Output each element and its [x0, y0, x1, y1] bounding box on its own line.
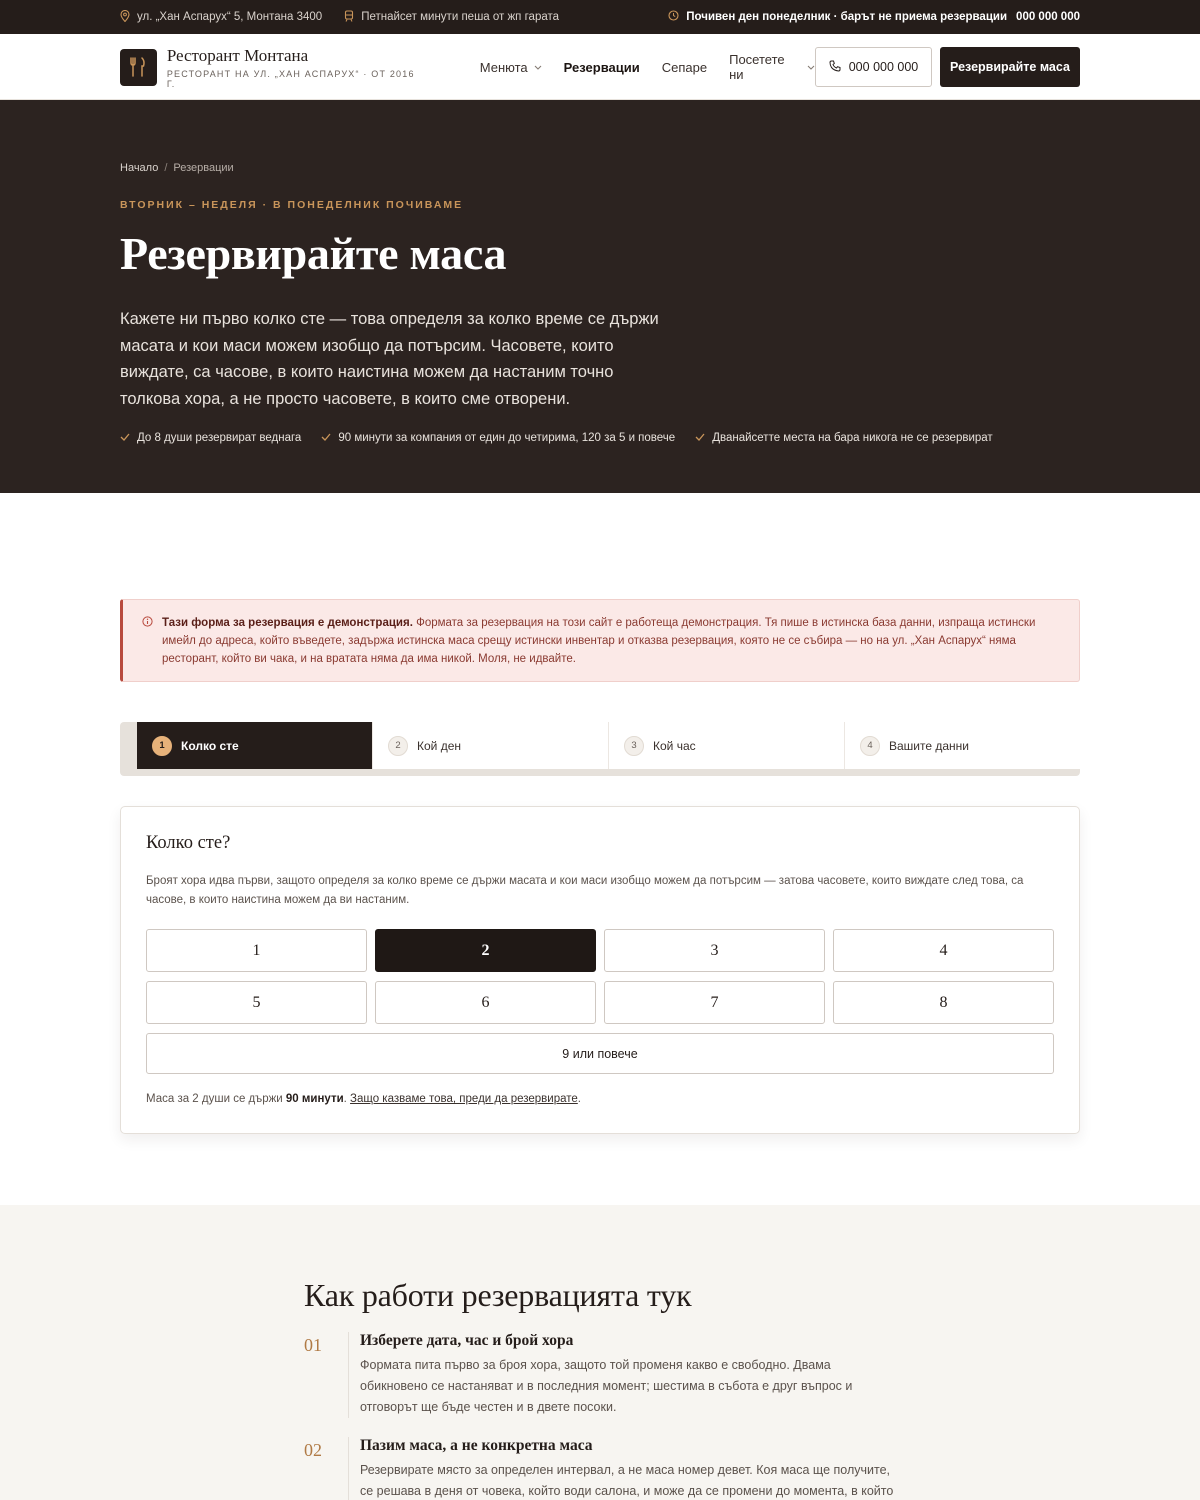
hero-eyebrow: ВТОРНИК – НЕДЕЛЯ · В ПОНЕДЕЛНИК ПОЧИВАМЕ [120, 199, 464, 211]
map-pin-icon [120, 10, 130, 25]
demo-notice-title: Тази форма за резервация е демонстрация. [162, 617, 413, 629]
note-end: . [577, 1093, 581, 1105]
party-size-option[interactable]: 3 [604, 929, 825, 972]
main-nav [480, 52, 815, 82]
reserve-table-button[interactable]: Резервирайте маса [940, 47, 1080, 87]
step-number: 3 [624, 736, 644, 756]
station-info [344, 10, 559, 25]
clock-icon [668, 10, 679, 24]
nav-reservations[interactable] [564, 52, 640, 82]
how-step [304, 1437, 898, 1500]
phone-icon [829, 60, 841, 75]
nav-separe-label: Сепаре [661, 59, 708, 75]
nav-visit[interactable] [729, 52, 815, 82]
note-dot: . [343, 1093, 351, 1105]
reservation-main [120, 599, 1080, 1134]
hold-time-note [146, 1093, 1054, 1105]
check-item [120, 432, 301, 444]
step-details[interactable] [845, 722, 1080, 769]
step-label: Кой час [653, 738, 696, 753]
party-size-option[interactable]: 5 [146, 981, 367, 1024]
phone-button-label: 000 000 000 [848, 60, 919, 74]
party-size-option[interactable]: 1 [146, 929, 367, 972]
party-size-options [146, 929, 1054, 1074]
party-size-option[interactable]: 4 [833, 929, 1054, 972]
site-header [0, 34, 1200, 100]
fork-knife-icon[interactable] [120, 49, 157, 86]
nav-reservations-label: Резервации [563, 59, 640, 75]
chevron-down-icon [534, 62, 542, 72]
brand-name: Ресторант Монтана [166, 45, 309, 65]
nav-separe[interactable] [662, 52, 707, 82]
party-size-title: Колко сте? [146, 833, 231, 853]
how-step-number: 01 [304, 1335, 322, 1355]
party-size-description: Броят хора идва първи, защото определя за колко време се държи масата и кои маси изобщо можем да потърсим — затова часовете, които виждате след това, са часове, в които наистина можем да ви настаним. [146, 875, 1024, 906]
nav-menus[interactable] [480, 52, 542, 82]
note-duration: 90 минути [285, 1093, 344, 1105]
why-link[interactable]: Защо казваме това, преди да резервирате [350, 1093, 578, 1105]
topbar-phone[interactable]: 000 000 000 [1016, 11, 1080, 23]
how-step [304, 1332, 898, 1418]
phone-button[interactable] [815, 47, 932, 87]
how-step-number: 02 [304, 1440, 322, 1460]
hero-lead: Кажете ни първо колко сте — това определя за колко време се държи масата и кои маси можем изобщо да потърсим. Часовете, които виждате, са часове, в които наистина можем да настаним точно толкова хора, а не просто часовете, в които сме отворени. [120, 310, 659, 408]
check-icon [321, 432, 331, 444]
brand-subtitle: РЕСТОРАНТ НА УЛ. „ХАН АСПАРУХ“ · ОТ 2016 Г. [166, 68, 415, 89]
hero-checks [120, 432, 1080, 444]
party-size-option[interactable]: 6 [375, 981, 596, 1024]
how-step-text: Формата пита първо за броя хора, защото той променя какво е свободно. Двама обикновено се настаняват и в последния момент; шестима в събота е друг въпрос и отговорът ще бъде честен и в двете посоки. [360, 1358, 853, 1414]
nav-visit-label: Посетете ни [729, 52, 785, 82]
step-number: 4 [860, 736, 880, 756]
demo-notice-text: Формата за резервация на този сайт е работеща демонстрация. Тя пише в истинска база данни, изпраща истински имейл до адреса, който въведете, задържа истинска маса срещу истински инвентар и отказва резервация, която не се събира — но на ул. „Хан Аспарух“ няма ресторант, който ви чака, и на вратата няма да има никой. Моля, не идвайте. [162, 617, 1036, 665]
how-it-works-title: Как работи резервацията тук [304, 1277, 692, 1313]
how-step-title: Пазим маса, а не конкретна маса [360, 1437, 593, 1454]
closed-notice [668, 10, 1080, 24]
train-icon [344, 10, 354, 25]
check-icon [120, 432, 130, 444]
brand[interactable] [167, 46, 426, 89]
check-item [321, 432, 675, 444]
party-size-option-selected[interactable]: 2 [375, 929, 596, 972]
check-text: До 8 души резервират веднага [137, 432, 302, 444]
page-title: Резервирайте маса [120, 228, 507, 279]
info-icon [142, 615, 153, 633]
breadcrumb-current: Резервации [173, 162, 234, 174]
how-it-works-section [0, 1205, 1200, 1500]
step-day[interactable] [373, 722, 609, 769]
closed-text: Почивен ден понеделник · барът не приема резервации [686, 11, 1008, 23]
hero-section [0, 100, 1200, 493]
step-label: Кой ден [417, 738, 462, 753]
step-number: 1 [152, 736, 172, 756]
party-size-card [120, 806, 1080, 1134]
breadcrumb-home[interactable]: Начало [120, 162, 159, 174]
check-text: 90 минути за компания от един до четирима, 120 за 5 и повече [338, 432, 676, 444]
check-item [695, 432, 992, 444]
top-bar [0, 0, 1200, 34]
check-text: Дванайсетте места на бара никога не се резервират [712, 432, 993, 444]
party-size-option[interactable]: 7 [604, 981, 825, 1024]
party-size-option-more[interactable]: 9 или повече [146, 1033, 1054, 1074]
breadcrumb-separator: / [164, 162, 168, 174]
breadcrumb [120, 162, 1080, 174]
chevron-down-icon [807, 62, 815, 72]
step-number: 2 [388, 736, 408, 756]
demo-notice [120, 599, 1080, 682]
booking-stepper [120, 722, 1080, 776]
check-icon [695, 432, 705, 444]
address-text: ул. „Хан Аспарух“ 5, Монтана 3400 [137, 11, 323, 23]
how-step-title: Изберете дата, час и брой хора [360, 1332, 574, 1349]
note-prefix: Маса за 2 души се държи [146, 1093, 286, 1105]
party-size-option[interactable]: 8 [833, 981, 1054, 1024]
address-info [120, 10, 322, 25]
nav-menus-label: Менюта [479, 59, 528, 75]
step-label: Колко сте [181, 738, 239, 753]
station-text: Петнайсет минути пеша от жп гарата [361, 11, 560, 23]
how-step-text: Резервирате място за определен интервал, а не маса номер девет. Коя маса ще получите, се решава в деня от човека, който води салона, и може да се промени до момента, в който [360, 1463, 894, 1498]
step-party-size[interactable] [137, 722, 373, 769]
step-time[interactable] [609, 722, 845, 769]
step-label: Вашите данни [889, 738, 970, 753]
